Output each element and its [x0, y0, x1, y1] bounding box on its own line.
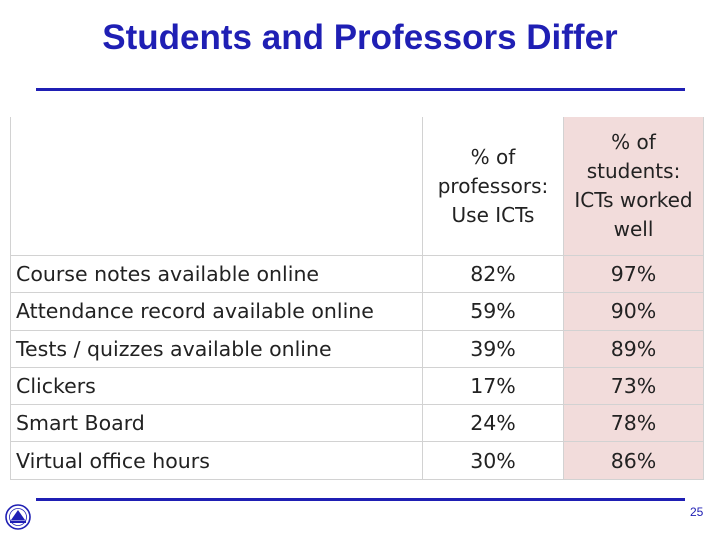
table-row — [11, 293, 704, 330]
table-row — [11, 405, 704, 442]
footer-divider — [36, 498, 685, 501]
professors-value: 17% — [423, 367, 564, 404]
page-number: 25 — [690, 505, 704, 519]
professors-value: 59% — [423, 293, 564, 330]
students-value: 90% — [564, 293, 704, 330]
row-label: Smart Board — [11, 405, 423, 442]
professors-value: 24% — [423, 405, 564, 442]
row-label: Course notes available online — [11, 256, 423, 293]
students-value: 97% — [564, 256, 704, 293]
header-professors: % of professors: Use ICTs — [423, 117, 564, 256]
row-label: Tests / quizzes available online — [11, 330, 423, 367]
header-students: % of students: ICTs worked well — [564, 117, 704, 256]
comparison-table — [10, 117, 704, 480]
table-row — [11, 442, 704, 479]
title-divider — [36, 88, 685, 91]
row-label: Clickers — [11, 367, 423, 404]
professors-value: 82% — [423, 256, 564, 293]
table-header-row — [11, 117, 704, 256]
header-empty-cell — [11, 117, 423, 256]
students-value: 86% — [564, 442, 704, 479]
row-label: Attendance record available online — [11, 293, 423, 330]
row-label: Virtual office hours — [11, 442, 423, 479]
table-row — [11, 256, 704, 293]
students-value: 78% — [564, 405, 704, 442]
slide-title: Students and Professors Differ — [102, 18, 618, 57]
professors-value: 30% — [423, 442, 564, 479]
table-row — [11, 367, 704, 404]
institution-logo-icon — [4, 503, 32, 531]
table-row — [11, 330, 704, 367]
students-value: 73% — [564, 367, 704, 404]
students-value: 89% — [564, 330, 704, 367]
professors-value: 39% — [423, 330, 564, 367]
